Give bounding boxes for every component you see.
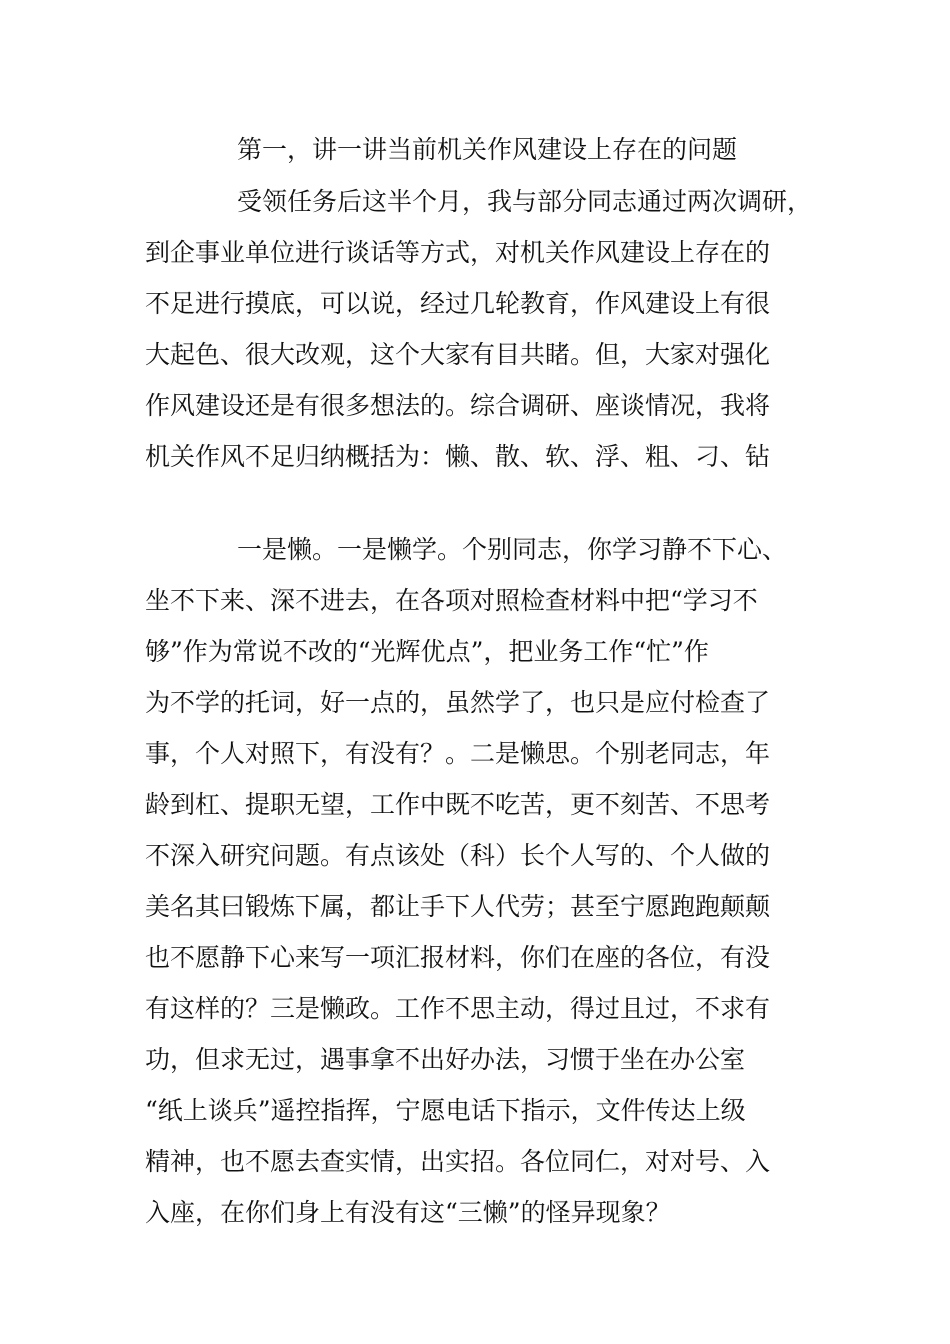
section-heading: 第一，讲一讲当前机关作风建设上存在的问题 xyxy=(237,135,738,164)
paragraph-line: 够”作为常说不改的“光辉优点”，把业务工作“忙”作 xyxy=(145,637,709,666)
paragraph-line: 坐不下来、深不进去，在各项对照检查材料中把“学习不 xyxy=(145,586,758,615)
paragraph-line: 精神，也不愿去查实情，出实招。各位同仁，对对号、入 xyxy=(145,1147,771,1176)
paragraph-line: 入座，在你们身上有没有这“三懒”的怪异现象？ xyxy=(145,1198,671,1227)
paragraph-line: 龄到杠、提职无望，工作中既不吃苦，更不刻苦、不思考 xyxy=(145,790,771,819)
paragraph-survey xyxy=(145,176,817,482)
paragraph-line: 为不学的托词，好一点的，虽然学了，也只是应付检查了 xyxy=(145,688,771,717)
paragraph-line: 美名其曰锻炼下属，都让手下人代劳；甚至宁愿跑跑颠颠 xyxy=(145,892,771,921)
paragraph-laziness xyxy=(145,524,817,1238)
paragraph-line: 作风建设还是有很多想法的。综合调研、座谈情况，我将 xyxy=(145,391,771,420)
paragraph-line: 事，个人对照下，有没有？。二是懒思。个别老同志，年 xyxy=(145,739,771,768)
paragraph-line: 有这样的？三是懒政。工作不思主动，得过且过，不求有 xyxy=(145,994,771,1023)
paragraph-line: 受领任务后这半个月，我与部分同志通过两次调研， xyxy=(237,187,813,216)
paragraph-line: 功，但求无过，遇事拿不出好办法，习惯于坐在办公室 xyxy=(145,1045,746,1074)
paragraph-line: 不足进行摸底，可以说，经过几轮教育，作风建设上有很 xyxy=(145,289,771,318)
paragraph-line: 一是懒。一是懒学。个别同志，你学习静不下心、 xyxy=(237,535,788,564)
paragraph-line: “纸上谈兵”遥控指挥，宁愿电话下指示，文件传达上级 xyxy=(145,1096,746,1125)
paragraph-line: 也不愿静下心来写一项汇报材料，你们在座的各位，有没 xyxy=(145,943,771,972)
paragraph-line: 机关作风不足归纳概括为：懒、散、软、浮、粗、刁、钻 xyxy=(145,442,771,471)
paragraph-line: 大起色、很大改观，这个大家有目共睹。但，大家对强化 xyxy=(145,340,771,369)
paragraph-line: 不深入研究问题。有点该处（科）长个人写的、个人做的 xyxy=(145,841,771,870)
paragraph-line: 到企事业单位进行谈话等方式，对机关作风建设上存在的 xyxy=(145,238,771,267)
